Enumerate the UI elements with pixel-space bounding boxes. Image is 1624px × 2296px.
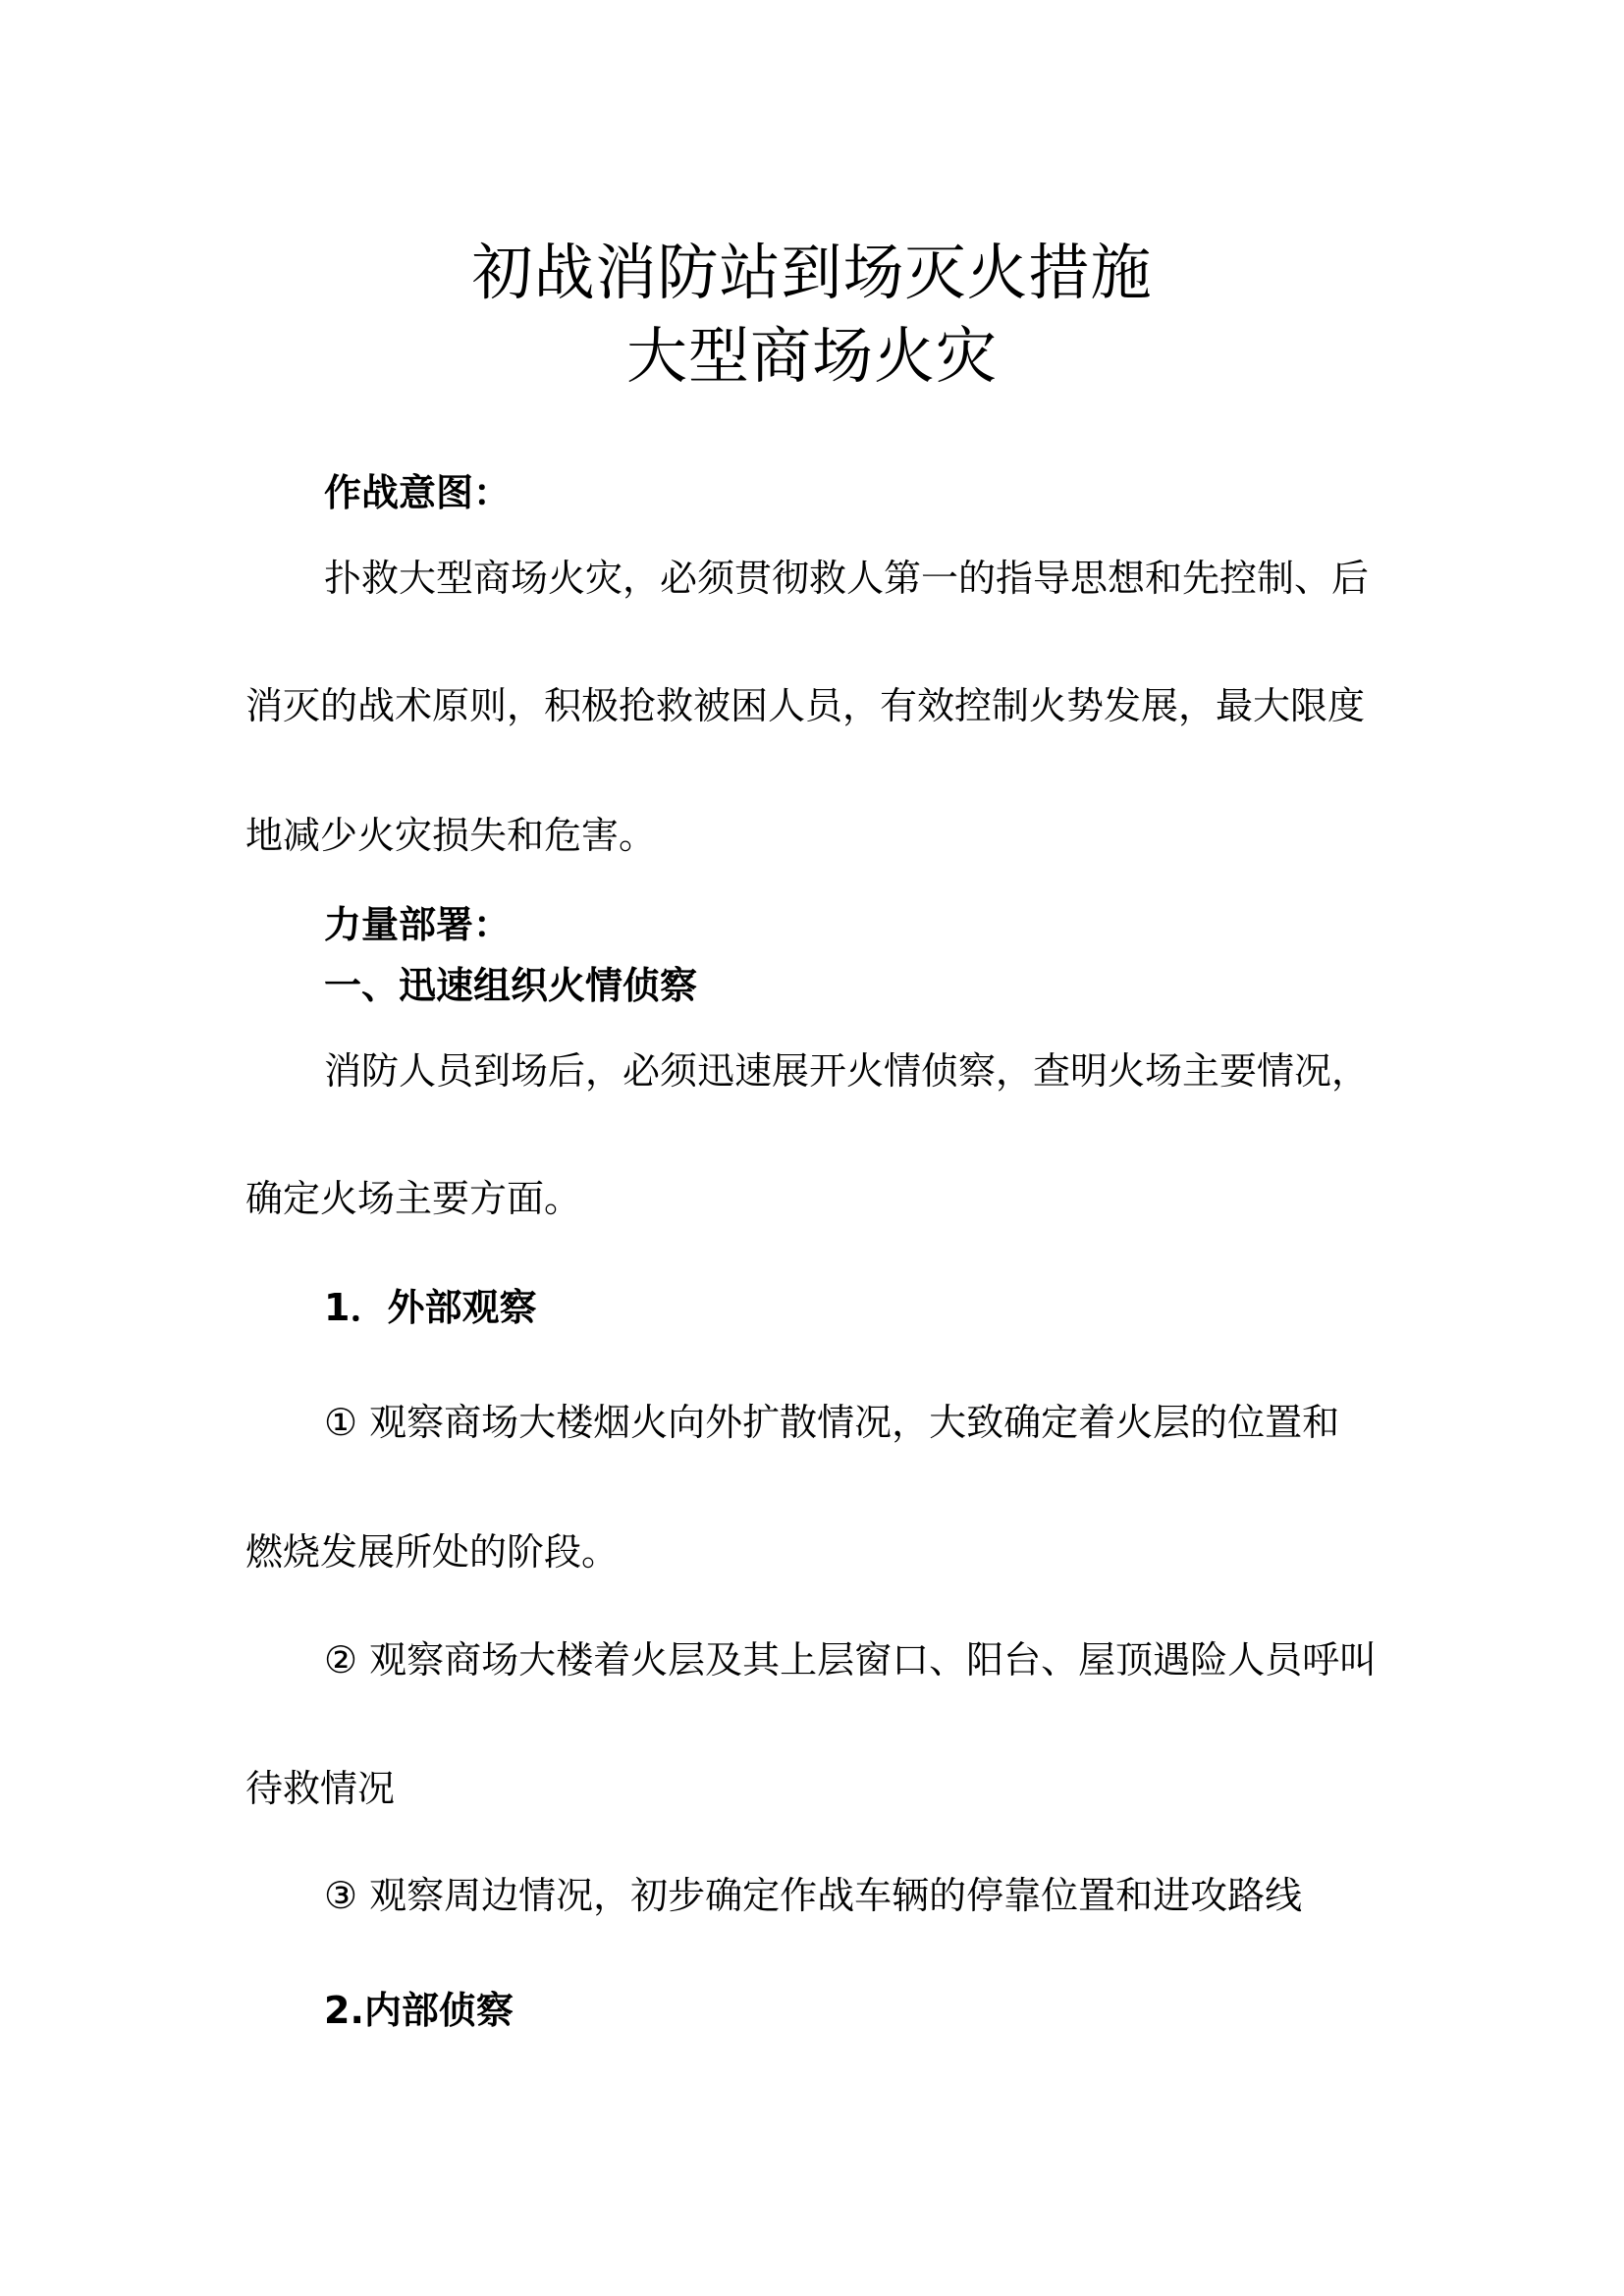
- observation-item-3-line-1: ③ 观察周边情况，初步确定作战车辆的停靠位置和进攻路线: [324, 1874, 1303, 1917]
- observation-item-2-line-2: 待救情况: [245, 1767, 396, 1810]
- intent-paragraph-line-3: 地减少火灾损失和危害。: [245, 814, 657, 857]
- intent-paragraph-line-2: 消灭的战术原则，积极抢救被困人员，有效控制火势发展，最大限度: [245, 684, 1366, 727]
- observation-item-1-line-2: 燃烧发展所处的阶段。: [245, 1530, 620, 1574]
- section-1-paragraph-line-1: 消防人员到场后，必须迅速展开火情侦察，查明火场主要情况，: [324, 1049, 1370, 1093]
- intent-paragraph-line-1: 扑救大型商场火灾，必须贯彻救人第一的指导思想和先控制、后: [324, 557, 1370, 600]
- document-title-line-1: 初战消防站到场灭火措施: [471, 237, 1153, 308]
- document-title-line-2: 大型商场火灾: [625, 320, 998, 392]
- intent-heading: 作战意图：: [324, 471, 512, 514]
- deployment-heading: 力量部署：: [324, 903, 512, 946]
- subsection-1-heading: 1．外部观察: [324, 1286, 537, 1329]
- subsection-2-heading: 2.内部侦察: [324, 1989, 514, 2032]
- observation-item-2-line-1: ② 观察商场大楼着火层及其上层窗口、阳台、屋顶遇险人员呼叫: [324, 1638, 1378, 1682]
- section-1-paragraph-line-2: 确定火场主要方面。: [245, 1177, 582, 1220]
- observation-item-1-line-1: ① 观察商场大楼烟火向外扩散情况，大致确定着火层的位置和: [324, 1401, 1340, 1444]
- section-1-heading: 一、迅速组织火情侦察: [324, 964, 698, 1007]
